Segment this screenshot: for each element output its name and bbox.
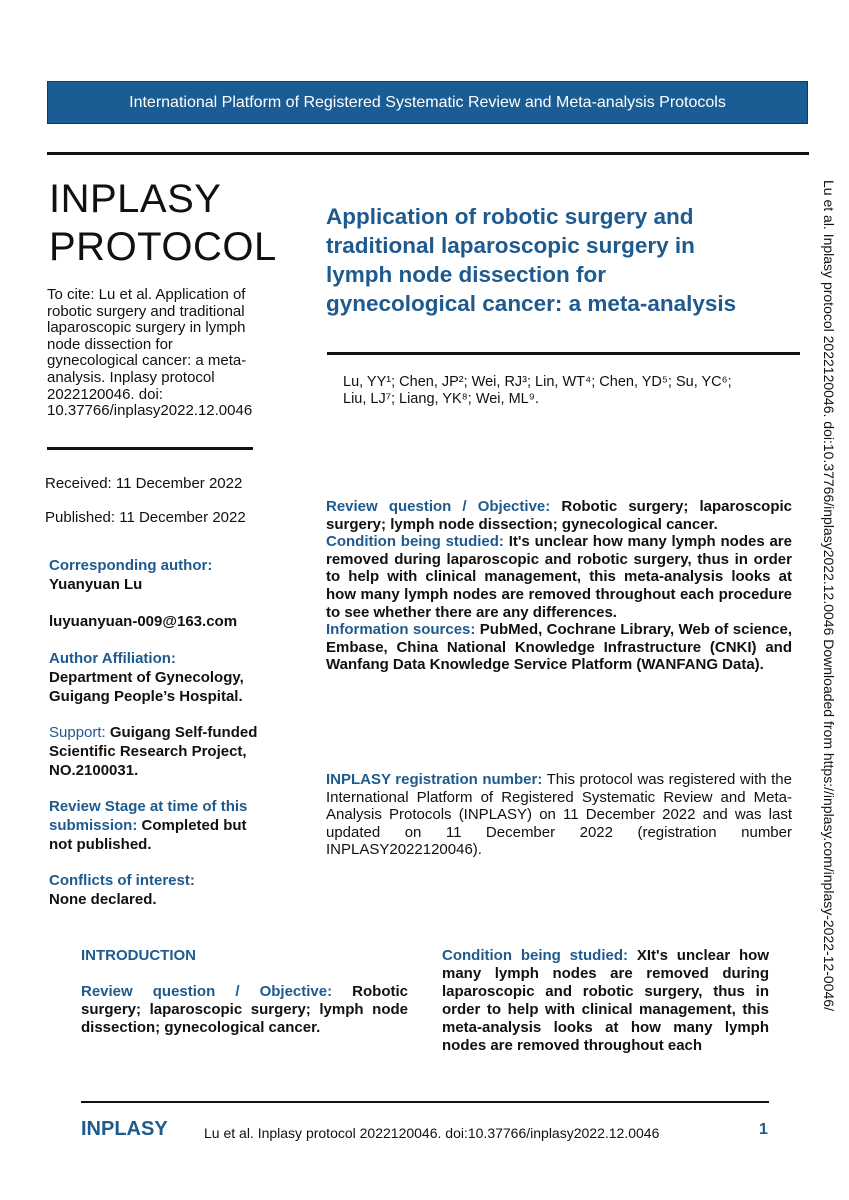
registration-label: INPLASY registration number: [326,771,543,788]
top-rule [47,152,809,155]
review-stage-value: Completed but [137,817,247,834]
corresponding-name: Yuanyuan Lu [49,576,143,593]
support-line: Scientific Research Project, [49,743,247,760]
corresponding-label: Corresponding author: [49,557,213,574]
body-review-question-label: Review question / Objective: [81,983,333,1000]
body-condition-label: Condition being studied: [442,947,629,964]
citation-block [47,287,277,420]
conflicts-value: None declared. [49,891,157,908]
protocol-title-line2: PROTOCOL [49,225,277,269]
download-note-text: Lu et al. Inplasy protocol 2022120046. doi:10.37766/inplasy2022.12.0046 Downloaded from https://inplasy.com/inplasy-2022-12-0046/ [821,180,837,1011]
cite-line: 2022120046. doi: [47,385,163,403]
published-date: Published: 11 December 2022 [45,509,246,526]
cite-line: analysis. Inplasy protocol [47,368,215,386]
sidebar-rule [47,447,253,450]
cite-line: robotic surgery and traditional [47,302,245,320]
cite-line: laparoscopic surgery in lymph [47,319,246,337]
authors-line: Liu, LJ⁷; Liang, YK⁸; Wei, ML⁹. [343,391,539,407]
footer-citation: Lu et al. Inplasy protocol 2022120046. doi:10.37766/inplasy2022.12.0046 [204,1125,660,1141]
protocol-title [49,175,277,271]
corresponding-section [49,556,284,594]
body-left-column [81,983,408,1037]
conflicts-section [49,871,284,909]
registration-text: This protocol was registered with the International Platform of Registered Systematic Review and Meta-Analysis Protocols (INPLASY) on 11 December 2022 and was last updated on 11 December 2022 (registration number INPLASY2022120046). [326,771,792,859]
body-condition-text: XIt's unclear how many lymph nodes are removed during laparoscopic and robotic surgery, thus in order to help with clinical management, this meta-analysis looks at how many lymph nodes are removed throughout each [442,947,769,1054]
review-stage-section [49,797,284,854]
support-line: NO.2100031. [49,762,139,779]
cite-line: To cite: Lu et al. Application of [47,286,246,303]
review-question-label: Review question / Objective: [326,498,551,515]
affiliation-line: Guigang People’s Hospital. [49,688,243,705]
author-list [343,374,788,408]
article-title-line: gynecological cancer: a meta-analysis [326,291,737,316]
banner-text: International Platform of Registered Systematic Review and Meta-analysis Protocols [129,93,726,111]
authors-line: Lu, YY¹; Chen, JP²; Wei, RJ³; Lin, WT⁴; Chen, YD⁵; Su, YC⁶; [343,374,732,390]
review-stage-label-2: submission: [49,817,138,834]
article-title-line: lymph node dissection for [326,262,607,287]
footer-brand: INPLASY [81,1118,168,1140]
affiliation-section [49,649,284,706]
download-note [813,180,843,1030]
support-section [49,723,284,780]
information-sources-label: Information sources: [326,621,476,639]
cite-line: node dissection for [47,335,173,353]
title-rule [327,352,800,355]
affiliation-label: Author Affiliation: [49,650,176,667]
received-date: Received: 11 December 2022 [45,475,243,492]
email-link[interactable]: luyuanyuan-009@163.com [49,613,238,630]
body-right-column [442,947,769,1055]
article-title-line: traditional laparoscopic surgery in [326,233,695,258]
registration-block [326,771,792,859]
cite-line: 10.37766/inplasy2022.12.0046 [47,402,253,420]
introduction-heading: INTRODUCTION [81,947,196,964]
protocol-title-line1: INPLASY [49,177,222,221]
condition-label: Condition being studied: [326,533,504,551]
footer-rule [81,1101,769,1103]
article-title-line: Application of robotic surgery and [326,204,694,229]
support-label: Support: [49,724,106,741]
header-banner [47,81,808,124]
body-review-question-text: Robotic surgery; laparoscopic surgery; lymph node dissection; gynecological cancer. [81,983,408,1036]
article-title [326,202,796,318]
review-question-text: Robotic surgery; laparoscopic surgery; lymph node dissection; gynecological cancer. [326,498,792,533]
support-value: Guigang Self-funded [105,724,258,741]
conflicts-label: Conflicts of interest: [49,872,195,889]
cite-line: gynecological cancer: a meta- [47,352,247,370]
abstract-summary [326,498,792,674]
condition-text: It's unclear how many lymph nodes are removed during laparoscopic and robotic surgery, thus in order to help with clinical management, this meta-analysis looks at how many lymph nodes are removed throughout each procedure to see whether there are any differences. [326,533,792,621]
affiliation-line: Department of Gynecology, [49,669,244,686]
page-number: 1 [759,1121,768,1138]
review-stage-label: Review Stage at time of this [49,798,248,815]
review-stage-value-2: not published. [49,836,152,853]
information-sources-text: PubMed, Cochrane Library, Web of science, Embase, China National Knowledge Infrastructure (CNKI) and Wanfang Data Knowledge Service Platform (WANFANG Data). [326,621,793,674]
